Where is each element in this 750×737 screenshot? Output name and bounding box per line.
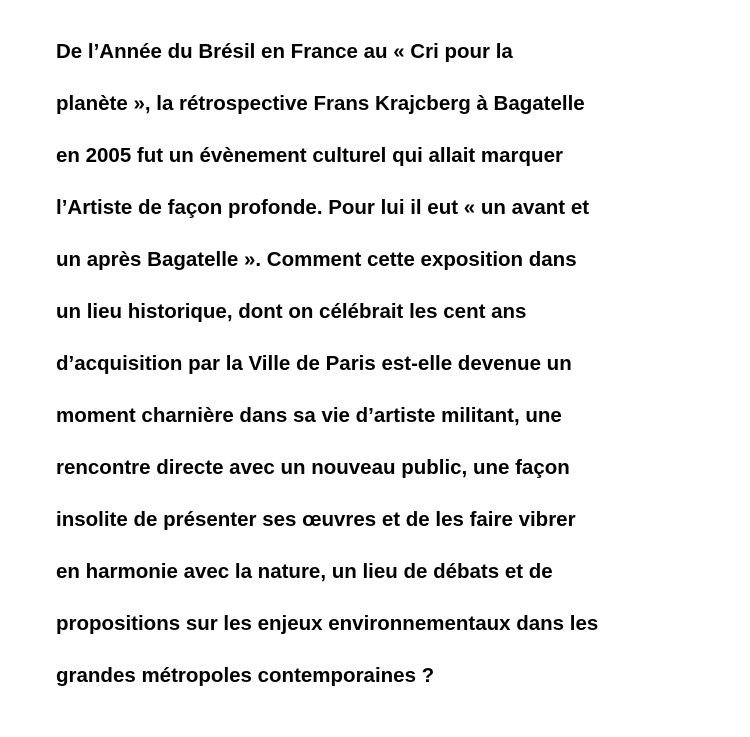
paragraph-line: planète », la rétrospective Frans Krajcberg à Bagatelle <box>56 92 585 115</box>
paragraph-line: un après Bagatelle ». Comment cette exposition dans <box>56 248 577 271</box>
paragraph-line: en 2005 fut un évènement culturel qui allait marquer <box>56 144 563 167</box>
paragraph-line: propositions sur les enjeux environnementaux dans les <box>56 612 599 635</box>
paragraph-line: grandes métropoles contemporaines ? <box>56 664 435 687</box>
paragraph-line: De l’Année du Brésil en France au « Cri pour la <box>56 40 513 63</box>
paragraph-line: d’acquisition par la Ville de Paris est-elle devenue un <box>56 352 572 375</box>
paragraph-line: en harmonie avec la nature, un lieu de débats et de <box>56 560 553 583</box>
paragraph-line: un lieu historique, dont on célébrait les cent ans <box>56 300 527 323</box>
paragraph-line: moment charnière dans sa vie d’artiste militant, une <box>56 404 562 427</box>
paragraph-line: rencontre directe avec un nouveau public, une façon <box>56 456 570 479</box>
paragraph <box>56 42 736 718</box>
paragraph-line: insolite de présenter ses œuvres et de les faire vibrer <box>56 508 576 531</box>
paragraph-line: l’Artiste de façon profonde. Pour lui il eut « un avant et <box>56 196 590 219</box>
